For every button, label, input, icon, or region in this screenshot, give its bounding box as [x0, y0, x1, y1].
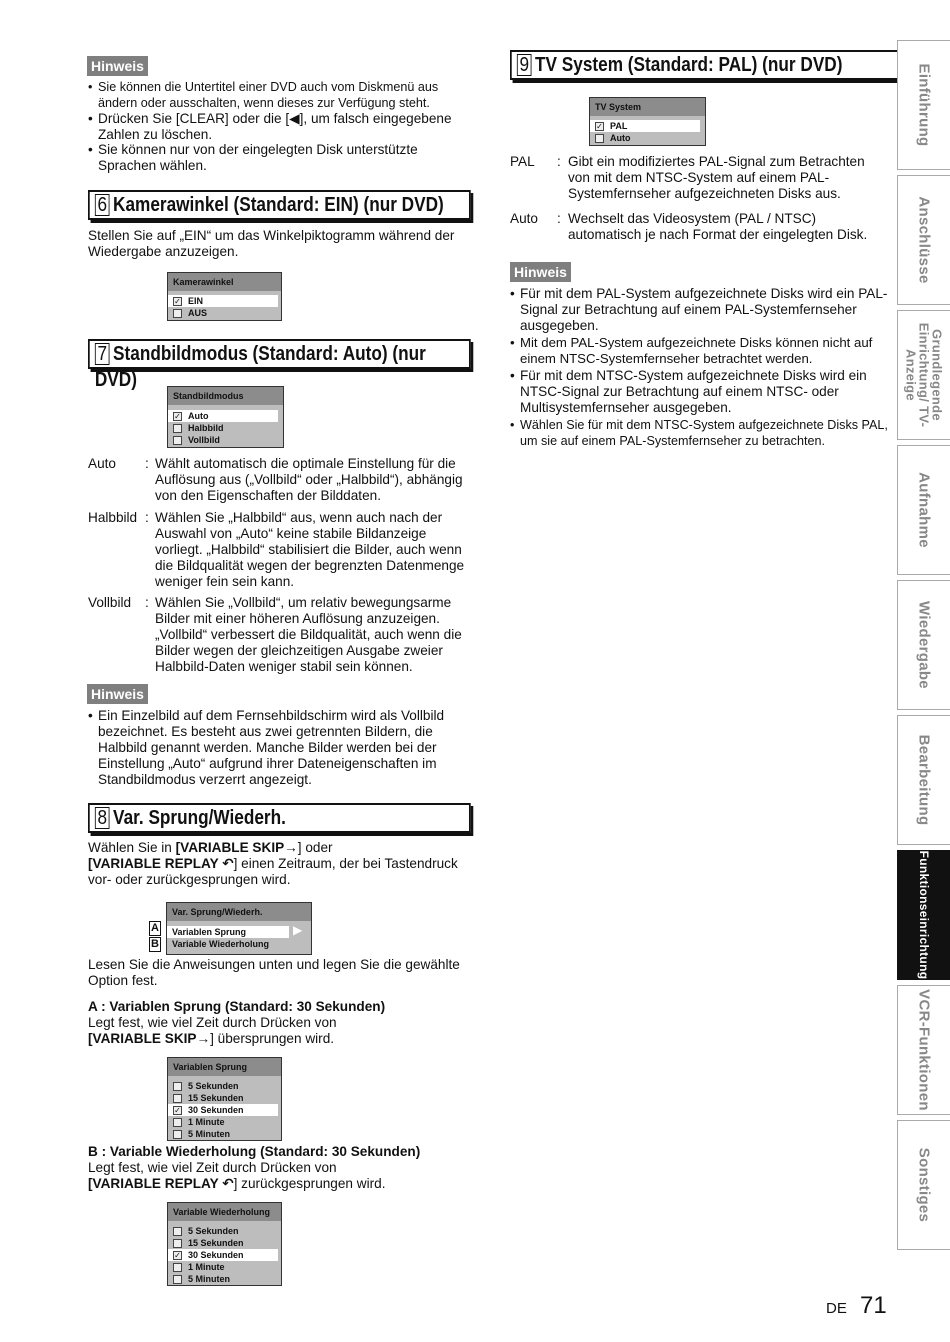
menu-title: Kamerawinkel — [168, 273, 281, 291]
tab-wiedergabe[interactable]: Wiedergabe — [897, 580, 950, 710]
def-term: Halbbild — [88, 510, 138, 525]
def-desc: : Wählen Sie „Halbbild“ aus, wenn auch nach der Auswahl von „Auto“ keine stabile Bildanzeige vorliegt. „Halbbild“ stabilisiert die Bilder, auch wenn die Bildqualität wegen der begrenzten Datenmenge weniger fein sein kann. — [145, 510, 465, 589]
list-item: • Für mit dem NTSC-System aufgezeichnete Disks wird ein NTSC-Signal zur Betrachtung auf einem NTSC- oder Multisystemfernseher ausgegeben. — [510, 368, 888, 416]
section-6-heading — [88, 190, 471, 220]
menu-option[interactable]: 5 Sekunden — [168, 1225, 281, 1237]
section-8-heading — [88, 803, 471, 833]
option-b-heading: B : Variable Wiederholung (Standard: 30 Sekunden) — [88, 1144, 421, 1159]
hinweis-label: Hinweis — [510, 262, 571, 282]
menu-option[interactable]: 15 Sekunden — [168, 1092, 281, 1104]
section-title: Kamerawinkel (Standard: EIN) (nur DVD) — [113, 194, 444, 216]
menu-option-vollbild[interactable]: Vollbild — [168, 434, 283, 446]
option-markers — [149, 921, 161, 952]
section-number: 8 — [95, 807, 110, 829]
tab-aufnahme[interactable]: Aufnahme — [897, 445, 950, 575]
skip-arrow-icon: → — [284, 840, 298, 855]
list-item: • Sie können die Untertitel einer DVD auch vom Diskmenü aus ändern oder ausschalten, wenn dieses zur Verfügung steht. — [88, 80, 468, 111]
marker-a: A — [149, 921, 161, 936]
section-number: 7 — [95, 343, 110, 365]
tab-anschluesse[interactable]: Anschlüsse — [897, 175, 950, 305]
hinweis-list-1 — [88, 80, 468, 173]
section-8-intro: Wählen Sie in [VARIABLE SKIP→] oder [VARIABLE REPLAY ↶] einen Zeitraum, der bei Tastendruck vor- oder zurückgesprungen wird. — [88, 840, 458, 887]
list-item: • Drücken Sie [CLEAR] oder die [◀], um falsch eingegebene Zahlen zu löschen. — [88, 111, 468, 142]
hinweis-list-2 — [88, 708, 468, 788]
list-item: • Wählen Sie für mit dem NTSC-System aufgezeichnete Disks PAL, um sie auf einem PAL-Systemfernseher zu betrachten. — [510, 417, 888, 449]
list-item: • Ein Einzelbild auf dem Fernsehbildschirm wird als Vollbild bezeichnet. Es besteht aus zwei getrennten Bildern, die Halbbild genannt werden. Manche Bilder werden bei der Einstellung „Auto“ aufgrund ihrer Dateneigenschaften im Standbildmodus verzerrt angezeigt. — [88, 708, 468, 788]
list-item: • Für mit dem PAL-System aufgezeichnete Disks wird ein PAL-Signal zur Betrachtung auf einem PAL-Systemfernseher ausgegeben. — [510, 286, 888, 334]
section-8-instruction: Lesen Sie die Anweisungen unten und legen Sie die gewählte Option fest. — [88, 957, 460, 988]
menu-option[interactable]: 1 Minute — [168, 1116, 281, 1128]
variablen-sprung-menu — [167, 1057, 282, 1141]
def-desc: : Wählt automatisch die optimale Einstellung für die Auflösung aus („Vollbild“ oder „Halbbild“), abhängig von den Eigenschaften der Bilddaten. — [145, 456, 463, 503]
menu-option-ein[interactable]: ✓ EIN — [168, 295, 278, 307]
menu-option-halbbild[interactable]: Halbbild — [168, 422, 283, 434]
checkbox-icon — [173, 1118, 182, 1127]
menu-option-variablen-sprung[interactable]: Variablen Sprung — [167, 926, 289, 938]
def-term: Auto — [88, 456, 116, 471]
checkbox-icon — [173, 1263, 182, 1272]
def-term: PAL — [510, 154, 535, 169]
checkbox-checked-icon: ✓ — [174, 1106, 181, 1115]
checkbox-checked-icon: ✓ — [174, 297, 181, 306]
def-term: Auto — [510, 211, 538, 226]
section-title: Standbildmodus (Standard: Auto) (nur DVD) — [94, 343, 426, 391]
standbildmodus-menu — [167, 386, 284, 448]
def-term: Vollbild — [88, 595, 132, 610]
var-sprung-menu — [166, 902, 312, 955]
tab-grundlegende-einrichtung[interactable]: Grundlegende Einrichtung/ TV-Anzeige — [897, 310, 950, 440]
marker-b: B — [149, 937, 161, 952]
hinweis-list-3 — [510, 286, 888, 449]
menu-option-auto[interactable]: Auto — [590, 132, 705, 144]
menu-option[interactable]: 5 Minuten — [168, 1273, 281, 1285]
menu-title: TV System — [590, 98, 705, 116]
section-7-heading — [88, 339, 471, 391]
tv-system-menu — [589, 97, 706, 146]
tab-bearbeitung[interactable]: Bearbeitung — [897, 715, 950, 845]
variable-wiederholung-menu — [167, 1202, 282, 1286]
def-desc: : Gibt ein modifiziertes PAL-Signal zum Betrachten von mit dem NTSC-System auf einem PAL-Systemfernseher aufgezeichneten Disks aus. — [557, 154, 865, 201]
replay-icon: ↶ — [218, 1176, 234, 1191]
section-number: 6 — [95, 194, 110, 216]
menu-title: Standbildmodus — [168, 387, 283, 405]
section-6-text: Stellen Sie auf „EIN“ um das Winkelpiktogramm während der Wiedergabe anzuzeigen. — [88, 228, 455, 259]
tv-system-definitions — [510, 154, 890, 244]
checkbox-icon — [173, 436, 182, 445]
def-desc: : Wechselt das Videosystem (PAL / NTSC) automatisch je nach Format der eingelegten Disk. — [557, 211, 868, 242]
checkbox-icon — [173, 1082, 182, 1091]
section-number: 9 — [517, 54, 532, 76]
option-b-text: Legt fest, wie viel Zeit durch Drücken von [VARIABLE REPLAY ↶] zurückgesprungen wird. — [88, 1160, 386, 1191]
menu-title: Var. Sprung/Wiederh. — [167, 903, 311, 921]
menu-option[interactable]: ✓ 30 Sekunden — [168, 1104, 278, 1116]
checkbox-checked-icon: ✓ — [174, 1251, 181, 1260]
checkbox-checked-icon: ✓ — [174, 412, 181, 421]
skip-arrow-icon: → — [196, 1031, 211, 1046]
tab-vcr-funktionen[interactable]: VCR-Funktionen — [897, 985, 950, 1115]
menu-title: Variablen Sprung — [168, 1058, 281, 1076]
option-a-heading: A : Variablen Sprung (Standard: 30 Sekunden) — [88, 999, 386, 1014]
tab-einfuehrung[interactable]: Einführung — [897, 40, 950, 170]
tab-funktionseinrichtung[interactable]: Funktionseinrichtung — [897, 850, 950, 980]
menu-option[interactable]: 15 Sekunden — [168, 1237, 281, 1249]
footer-language: DE — [826, 1300, 847, 1317]
checkbox-icon — [173, 309, 182, 318]
kamerawinkel-menu — [167, 272, 282, 321]
menu-option-pal[interactable]: ✓ PAL — [590, 120, 700, 132]
checkbox-checked-icon: ✓ — [596, 122, 603, 131]
hinweis-label: Hinweis — [87, 684, 148, 704]
checkbox-icon — [173, 1094, 182, 1103]
replay-icon: ↶ — [218, 856, 234, 871]
menu-option[interactable]: ✓ 30 Sekunden — [168, 1249, 278, 1261]
menu-option-aus[interactable]: AUS — [168, 307, 281, 319]
section-9-heading — [510, 50, 900, 80]
standbildmodus-definitions — [88, 456, 468, 676]
list-item: • Sie können nur von der eingelegten Disk unterstützte Sprachen wählen. — [88, 142, 468, 173]
menu-title: Variable Wiederholung — [168, 1203, 281, 1221]
tab-sonstiges[interactable]: Sonstiges — [897, 1120, 950, 1250]
checkbox-icon — [173, 1239, 182, 1248]
hinweis-label: Hinweis — [87, 56, 148, 76]
menu-option[interactable]: 5 Minuten — [168, 1128, 281, 1140]
arrow-right-icon: ▶ — [293, 923, 303, 937]
menu-option[interactable]: 5 Sekunden — [168, 1080, 281, 1092]
def-desc: : Wählen Sie „Vollbild“, um relativ bewegungsarme Bilder mit einer höheren Auflösung anzuzeigen. „Vollbild“ verbessert die Bildqualität, auch wenn die Bilder wegen der gleichzeitigen Ausgabe zweier Halbbild-Daten weniger stabil sein können. — [145, 595, 462, 674]
checkbox-icon — [173, 424, 182, 433]
checkbox-icon — [173, 1130, 182, 1139]
menu-option[interactable]: 1 Minute — [168, 1261, 281, 1273]
option-a-text: Legt fest, wie viel Zeit durch Drücken von [VARIABLE SKIP→] übersprungen wird. — [88, 1015, 337, 1046]
checkbox-icon — [595, 134, 604, 143]
checkbox-icon — [173, 1275, 182, 1284]
checkbox-icon — [173, 1227, 182, 1236]
list-item: • Mit dem PAL-System aufgezeichnete Disks können nicht auf einem NTSC-Systemfernseher betrachtet werden. — [510, 335, 888, 367]
menu-option-variable-wiederholung[interactable]: Variable Wiederholung — [172, 939, 269, 949]
section-title: TV System (Standard: PAL) (nur DVD) — [535, 54, 843, 76]
page-number: 71 — [860, 1292, 887, 1319]
section-title: Var. Sprung/Wiederh. — [113, 807, 286, 829]
menu-option-auto[interactable]: ✓ Auto — [168, 410, 278, 422]
